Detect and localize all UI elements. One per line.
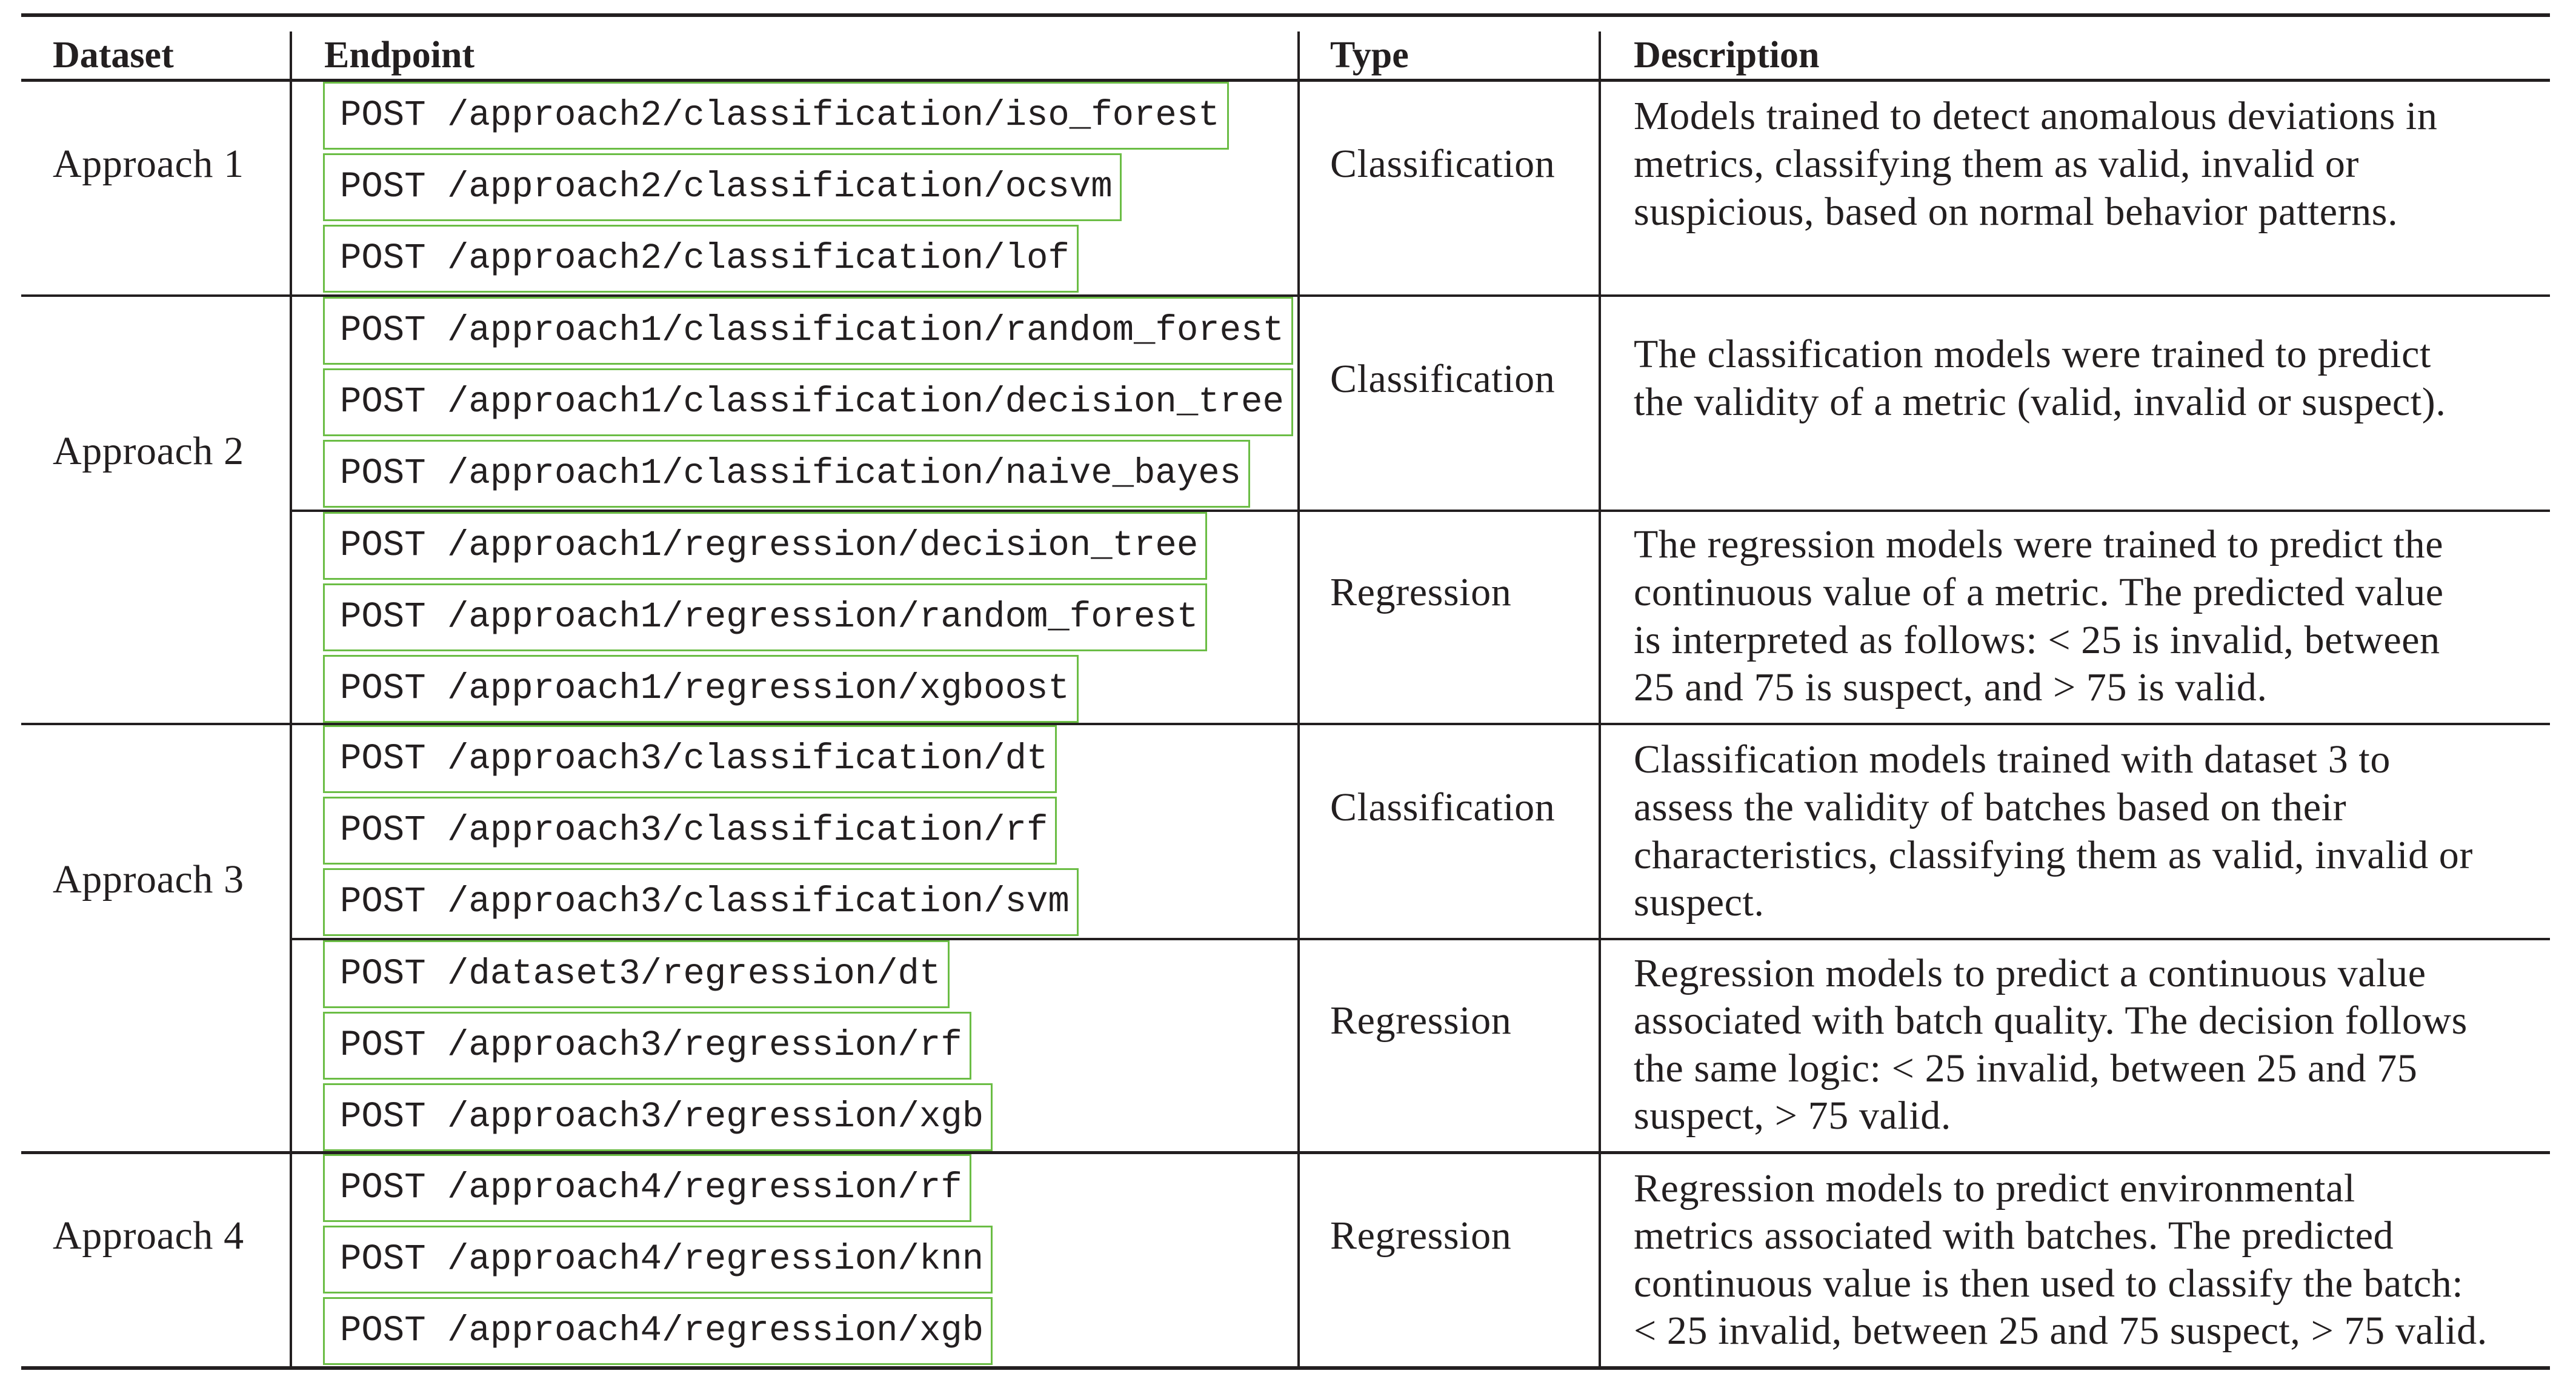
description-line: the same logic: < 25 invalid, between 25 and 75 <box>1634 1046 2418 1091</box>
type-label: Regression <box>1330 1214 1512 1258</box>
description-line: is interpreted as follows: < 25 is invalid, between <box>1634 618 2440 662</box>
type-label: Regression <box>1330 998 1512 1043</box>
description-line: suspicious, based on normal behavior patterns. <box>1634 190 2398 234</box>
table-top-rule <box>21 13 2550 17</box>
type-label: Regression <box>1330 570 1512 614</box>
description-line: suspect. <box>1634 880 1765 925</box>
type-label: Classification <box>1330 785 1556 829</box>
description-line: characteristics, classifying them as valid, invalid or <box>1634 833 2473 877</box>
description-line: Models trained to detect anomalous deviations in <box>1634 94 2438 138</box>
endpoint-box: POST /approach3/classification/svm <box>323 868 1079 936</box>
description-line: The regression models were trained to predict the <box>1634 522 2444 566</box>
description-line: Classification models trained with dataset 3 to <box>1634 737 2391 782</box>
endpoint-box: POST /dataset3/regression/dt <box>323 940 950 1008</box>
description-line: The classification models were trained to predict <box>1634 332 2431 376</box>
endpoint-box: POST /approach3/classification/rf <box>323 797 1057 865</box>
endpoint-box: POST /approach1/classification/naive_bayes <box>323 440 1250 508</box>
dataset-label-approach-3: Approach 3 <box>53 857 244 902</box>
endpoint-box: POST /approach3/regression/rf <box>323 1012 971 1080</box>
dataset-label-approach-2: Approach 2 <box>53 429 244 473</box>
type-label: Classification <box>1330 142 1556 186</box>
endpoint-box: POST /approach4/regression/rf <box>323 1154 971 1222</box>
endpoint-box: POST /approach3/regression/xgb <box>323 1083 993 1151</box>
description-line: continuous value is then used to classify the batch: <box>1634 1261 2464 1306</box>
description-line: suspect, > 75 valid. <box>1634 1094 1951 1138</box>
endpoint-box: POST /approach1/regression/random_forest <box>323 583 1207 651</box>
description-line: assess the validity of batches based on their <box>1634 785 2347 829</box>
endpoint-box: POST /approach2/classification/lof <box>323 225 1079 293</box>
column-divider-endpoint <box>1297 32 1300 1368</box>
header-type: Type <box>1330 35 1409 76</box>
column-divider-dataset <box>290 32 292 1368</box>
endpoint-box: POST /approach4/regression/knn <box>323 1226 993 1293</box>
dataset-label-approach-4: Approach 4 <box>53 1214 244 1258</box>
description-line: Regression models to predict environmental <box>1634 1166 2355 1210</box>
description-line: continuous value of a metric. The predicted value <box>1634 570 2444 614</box>
description-line: < 25 invalid, between 25 and 75 suspect, > 75 valid. <box>1634 1309 2488 1353</box>
endpoint-box: POST /approach1/regression/decision_tree <box>323 512 1207 580</box>
endpoint-box: POST /approach1/classification/random_forest <box>323 297 1293 365</box>
endpoint-box: POST /approach2/classification/iso_forest <box>323 82 1229 150</box>
type-label: Classification <box>1330 357 1556 401</box>
description-line: the validity of a metric (valid, invalid or suspect). <box>1634 380 2446 424</box>
description-line: metrics associated with batches. The predicted <box>1634 1214 2394 1258</box>
endpoint-box: POST /approach1/regression/xgboost <box>323 655 1079 723</box>
header-endpoint: Endpoint <box>324 35 475 76</box>
description-line: associated with batch quality. The decision follows <box>1634 998 2468 1043</box>
description-line: Regression models to predict a continuous value <box>1634 951 2426 995</box>
endpoint-box: POST /approach1/classification/decision_tree <box>323 368 1293 436</box>
description-line: metrics, classifying them as valid, invalid or <box>1634 142 2360 186</box>
column-divider-type <box>1599 32 1601 1368</box>
header-description: Description <box>1634 35 1820 76</box>
endpoint-box: POST /approach2/classification/ocsvm <box>323 153 1122 221</box>
table-bottom-rule <box>21 1366 2550 1370</box>
description-line: 25 and 75 is suspect, and > 75 is valid. <box>1634 665 2268 709</box>
header-dataset: Dataset <box>53 35 174 76</box>
endpoint-box: POST /approach4/regression/xgb <box>323 1297 993 1365</box>
dataset-label-approach-1: Approach 1 <box>53 142 244 186</box>
endpoint-box: POST /approach3/classification/dt <box>323 725 1057 793</box>
